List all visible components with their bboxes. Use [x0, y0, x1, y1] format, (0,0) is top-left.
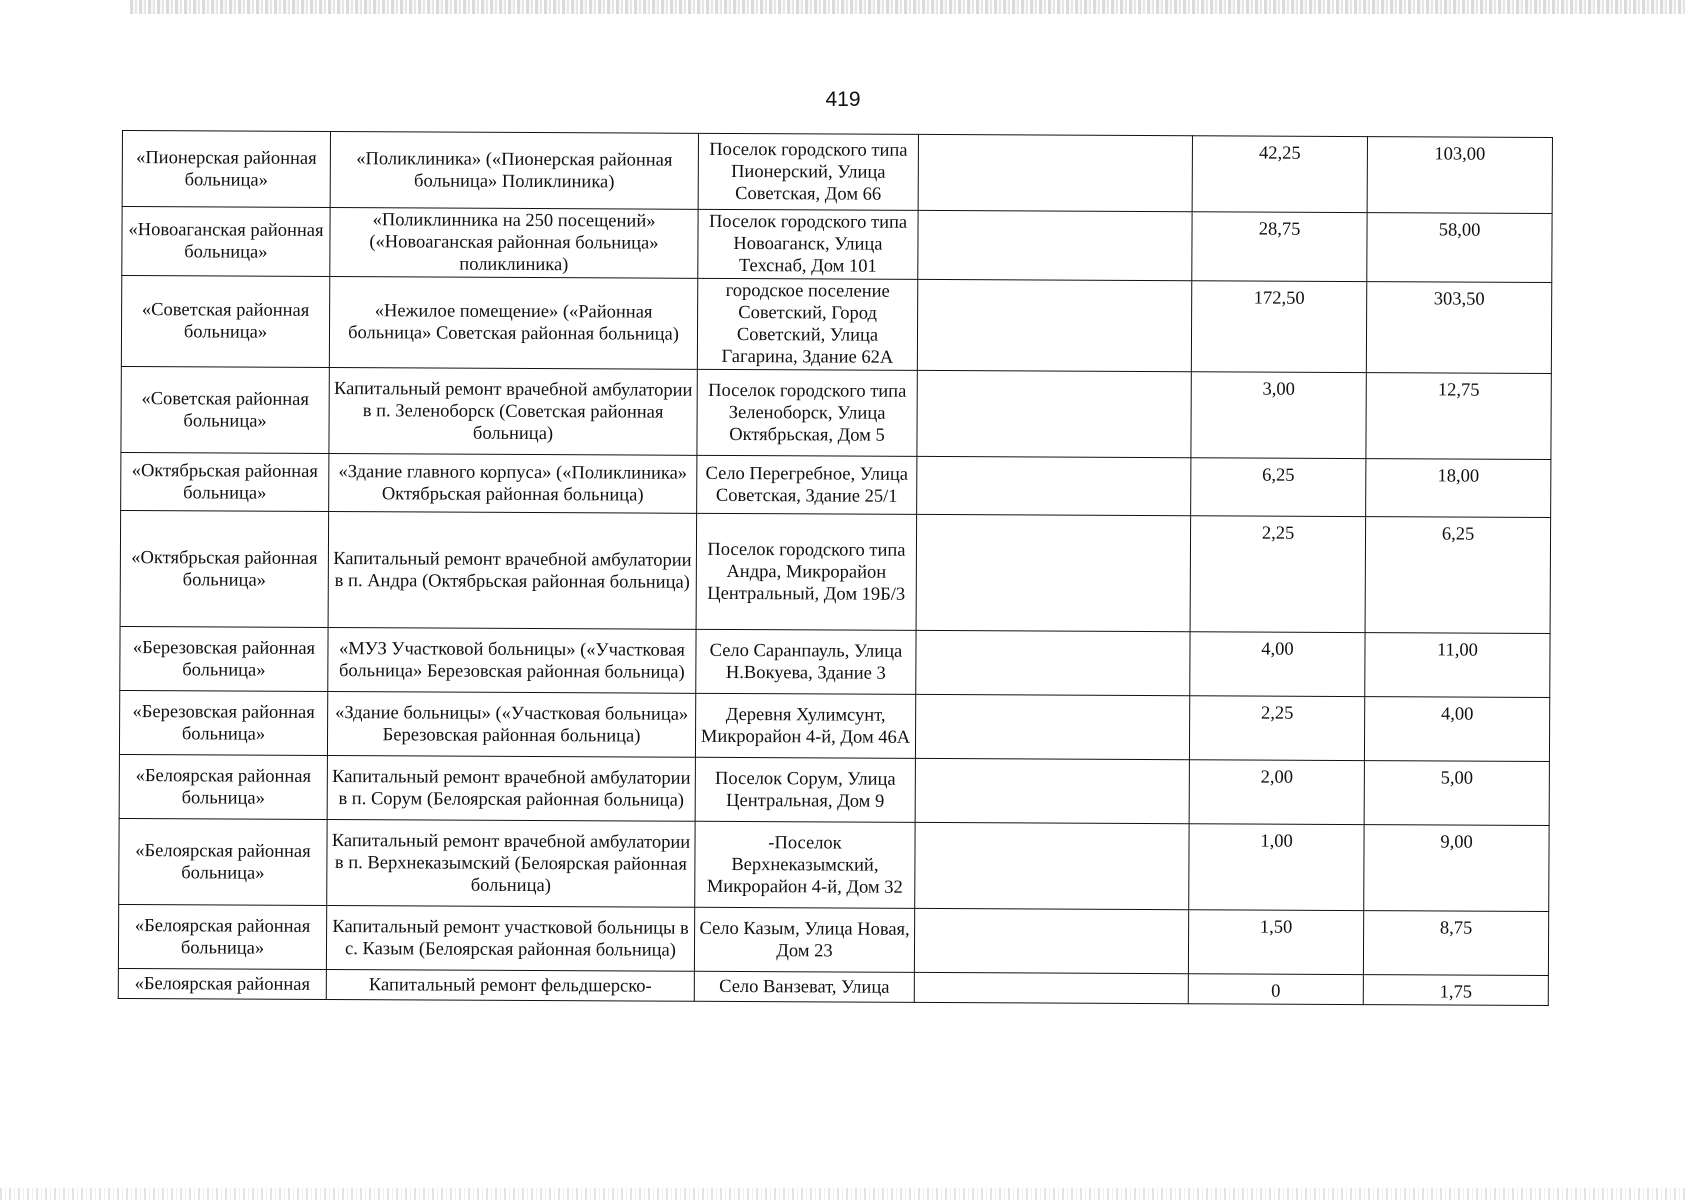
- empty-cell: [917, 279, 1191, 371]
- hospital-cell: «Новоаганская районная больница»: [122, 207, 330, 277]
- empty-cell: [915, 758, 1189, 823]
- table-row: [118, 968, 1548, 1005]
- value2-cell: 5,00: [1364, 761, 1549, 826]
- address-cell: -Поселок Верхнеказымский, Микрорайон 4-й, Дом 32: [695, 821, 915, 908]
- address-cell: Село Перегребное, Улица Советская, Здание 25/1: [697, 455, 917, 514]
- hospital-cell: «Советская районная больница»: [121, 276, 329, 368]
- address-cell: Поселок Сорум, Улица Центральная, Дом 9: [695, 757, 915, 822]
- object-cell: «Поликлиника» («Пионерская районная больница» Поликлиника): [330, 132, 698, 210]
- table-row: [121, 366, 1551, 459]
- object-cell: Капитальный ремонт врачебной амбулатории в п. Зеленоборск (Советская районная больница): [329, 368, 697, 456]
- empty-cell: [915, 822, 1189, 909]
- hospital-cell: «Октябрьская районная больница»: [120, 510, 329, 627]
- value1-cell: 42,25: [1192, 136, 1367, 213]
- empty-cell: [917, 456, 1191, 515]
- empty-cell: [915, 694, 1189, 759]
- object-cell: «Здание главного корпуса» («Поликлиника» Октябрьская районная больница): [329, 454, 697, 514]
- table-row: [118, 904, 1548, 975]
- value2-cell: 18,00: [1366, 459, 1551, 518]
- table-row: [121, 452, 1551, 517]
- value2-cell: 9,00: [1364, 825, 1549, 912]
- empty-cell: [918, 210, 1192, 280]
- table-row: [120, 510, 1551, 633]
- object-cell: Капитальный ремонт врачебной амбулатории в п. Верхнеказымский (Белоярская районная больница): [327, 820, 695, 908]
- value1-cell: 2,25: [1190, 516, 1366, 633]
- hospital-cell: «Березовская районная больница»: [119, 690, 327, 755]
- table-row: [119, 754, 1549, 825]
- empty-cell: [916, 514, 1191, 631]
- value1-cell: 4,00: [1190, 632, 1365, 697]
- value1-cell: 28,75: [1192, 212, 1367, 282]
- table-row: [122, 131, 1552, 214]
- address-cell: Село Саранпауль, Улица Н.Вокуева, Здание 3: [696, 629, 916, 694]
- value1-cell: 172,50: [1191, 281, 1366, 373]
- address-cell: городское поселение Советский, Город Советский, Улица Гагарина, Здание 62А: [697, 278, 917, 370]
- table-row: [119, 818, 1549, 911]
- table-row: [119, 690, 1549, 761]
- empty-cell: [917, 370, 1191, 457]
- object-cell: «Нежилое помещение» («Районная больница» Советская районная больница): [329, 277, 697, 370]
- table-body: [118, 131, 1552, 1006]
- hospital-cell: «Березовская районная больница»: [120, 626, 328, 691]
- address-cell: Поселок городского типа Новоаганск, Улица Техснаб, Дом 101: [698, 209, 918, 279]
- value2-cell: 11,00: [1365, 633, 1550, 698]
- empty-cell: [914, 908, 1188, 973]
- object-cell: Капитальный ремонт фельдшерско-: [326, 970, 694, 1002]
- object-cell: «Поликлинника на 250 посещений» («Новоаганская районная больница» поликлиника): [330, 208, 698, 279]
- value1-cell: 3,00: [1191, 372, 1366, 459]
- empty-cell: [914, 972, 1188, 1003]
- empty-cell: [918, 134, 1192, 211]
- value2-cell: 303,50: [1366, 282, 1551, 374]
- table-row: [120, 626, 1550, 697]
- empty-cell: [916, 630, 1190, 695]
- address-cell: Деревня Хулимсунт, Микрорайон 4-й, Дом 46А: [695, 693, 915, 758]
- value2-cell: 103,00: [1367, 137, 1552, 214]
- table-row: [122, 207, 1552, 283]
- value2-cell: 1,75: [1363, 975, 1548, 1006]
- value2-cell: 6,25: [1365, 517, 1551, 634]
- scan-edge-top: [130, 0, 1686, 14]
- object-cell: Капитальный ремонт участковой больницы в с. Казым (Белоярская районная больница): [326, 906, 694, 972]
- hospital-cell: «Советская районная больница»: [121, 366, 329, 453]
- object-cell: «Здание больницы» («Участковая больница» Березовская районная больница): [327, 692, 695, 758]
- value1-cell: 0: [1188, 974, 1363, 1005]
- hospital-cell: «Белоярская районная больница»: [119, 818, 327, 905]
- hospital-cell: «Октябрьская районная больница»: [121, 452, 329, 511]
- address-cell: Поселок городского типа Андра, Микрорайон Центральный, Дом 19Б/3: [696, 513, 917, 630]
- scan-edge-bottom: [0, 1188, 1686, 1200]
- address-cell: Поселок городского типа Зеленоборск, Улица Октябрьская, Дом 5: [697, 369, 917, 456]
- hospital-cell: «Белоярская районная больница»: [119, 754, 327, 819]
- address-cell: Поселок городского типа Пионерский, Улица Советская, Дом 66: [698, 133, 918, 210]
- value2-cell: 12,75: [1366, 373, 1551, 460]
- value1-cell: 2,25: [1189, 696, 1364, 761]
- value1-cell: 1,50: [1188, 910, 1363, 975]
- table-row: [121, 276, 1551, 374]
- value2-cell: 4,00: [1364, 697, 1549, 762]
- object-cell: Капитальный ремонт врачебной амбулатории в п. Сорум (Белоярская районная больница): [327, 756, 695, 822]
- value2-cell: 58,00: [1367, 213, 1552, 283]
- object-cell: «МУЗ Участковой больницы» («Участковая больница» Березовская районная больница): [328, 628, 696, 694]
- page-number: 419: [825, 88, 861, 111]
- object-cell: Капитальный ремонт врачебной амбулатории в п. Андра (Октябрьская районная больница): [328, 512, 697, 630]
- hospital-cell: «Белоярская районная больница»: [118, 904, 326, 969]
- hospitals-table-container: [118, 130, 1552, 1006]
- address-cell: Село Казым, Улица Новая, Дом 23: [694, 907, 914, 972]
- value1-cell: 1,00: [1189, 824, 1364, 911]
- address-cell: Село Ванзеват, Улица: [694, 971, 914, 1002]
- hospital-cell: «Пионерская районная больница»: [122, 131, 330, 208]
- value1-cell: 6,25: [1191, 458, 1366, 517]
- value1-cell: 2,00: [1189, 760, 1364, 825]
- hospitals-table: [118, 130, 1553, 1006]
- value2-cell: 8,75: [1363, 911, 1548, 976]
- hospital-cell: «Белоярская районная: [118, 968, 326, 999]
